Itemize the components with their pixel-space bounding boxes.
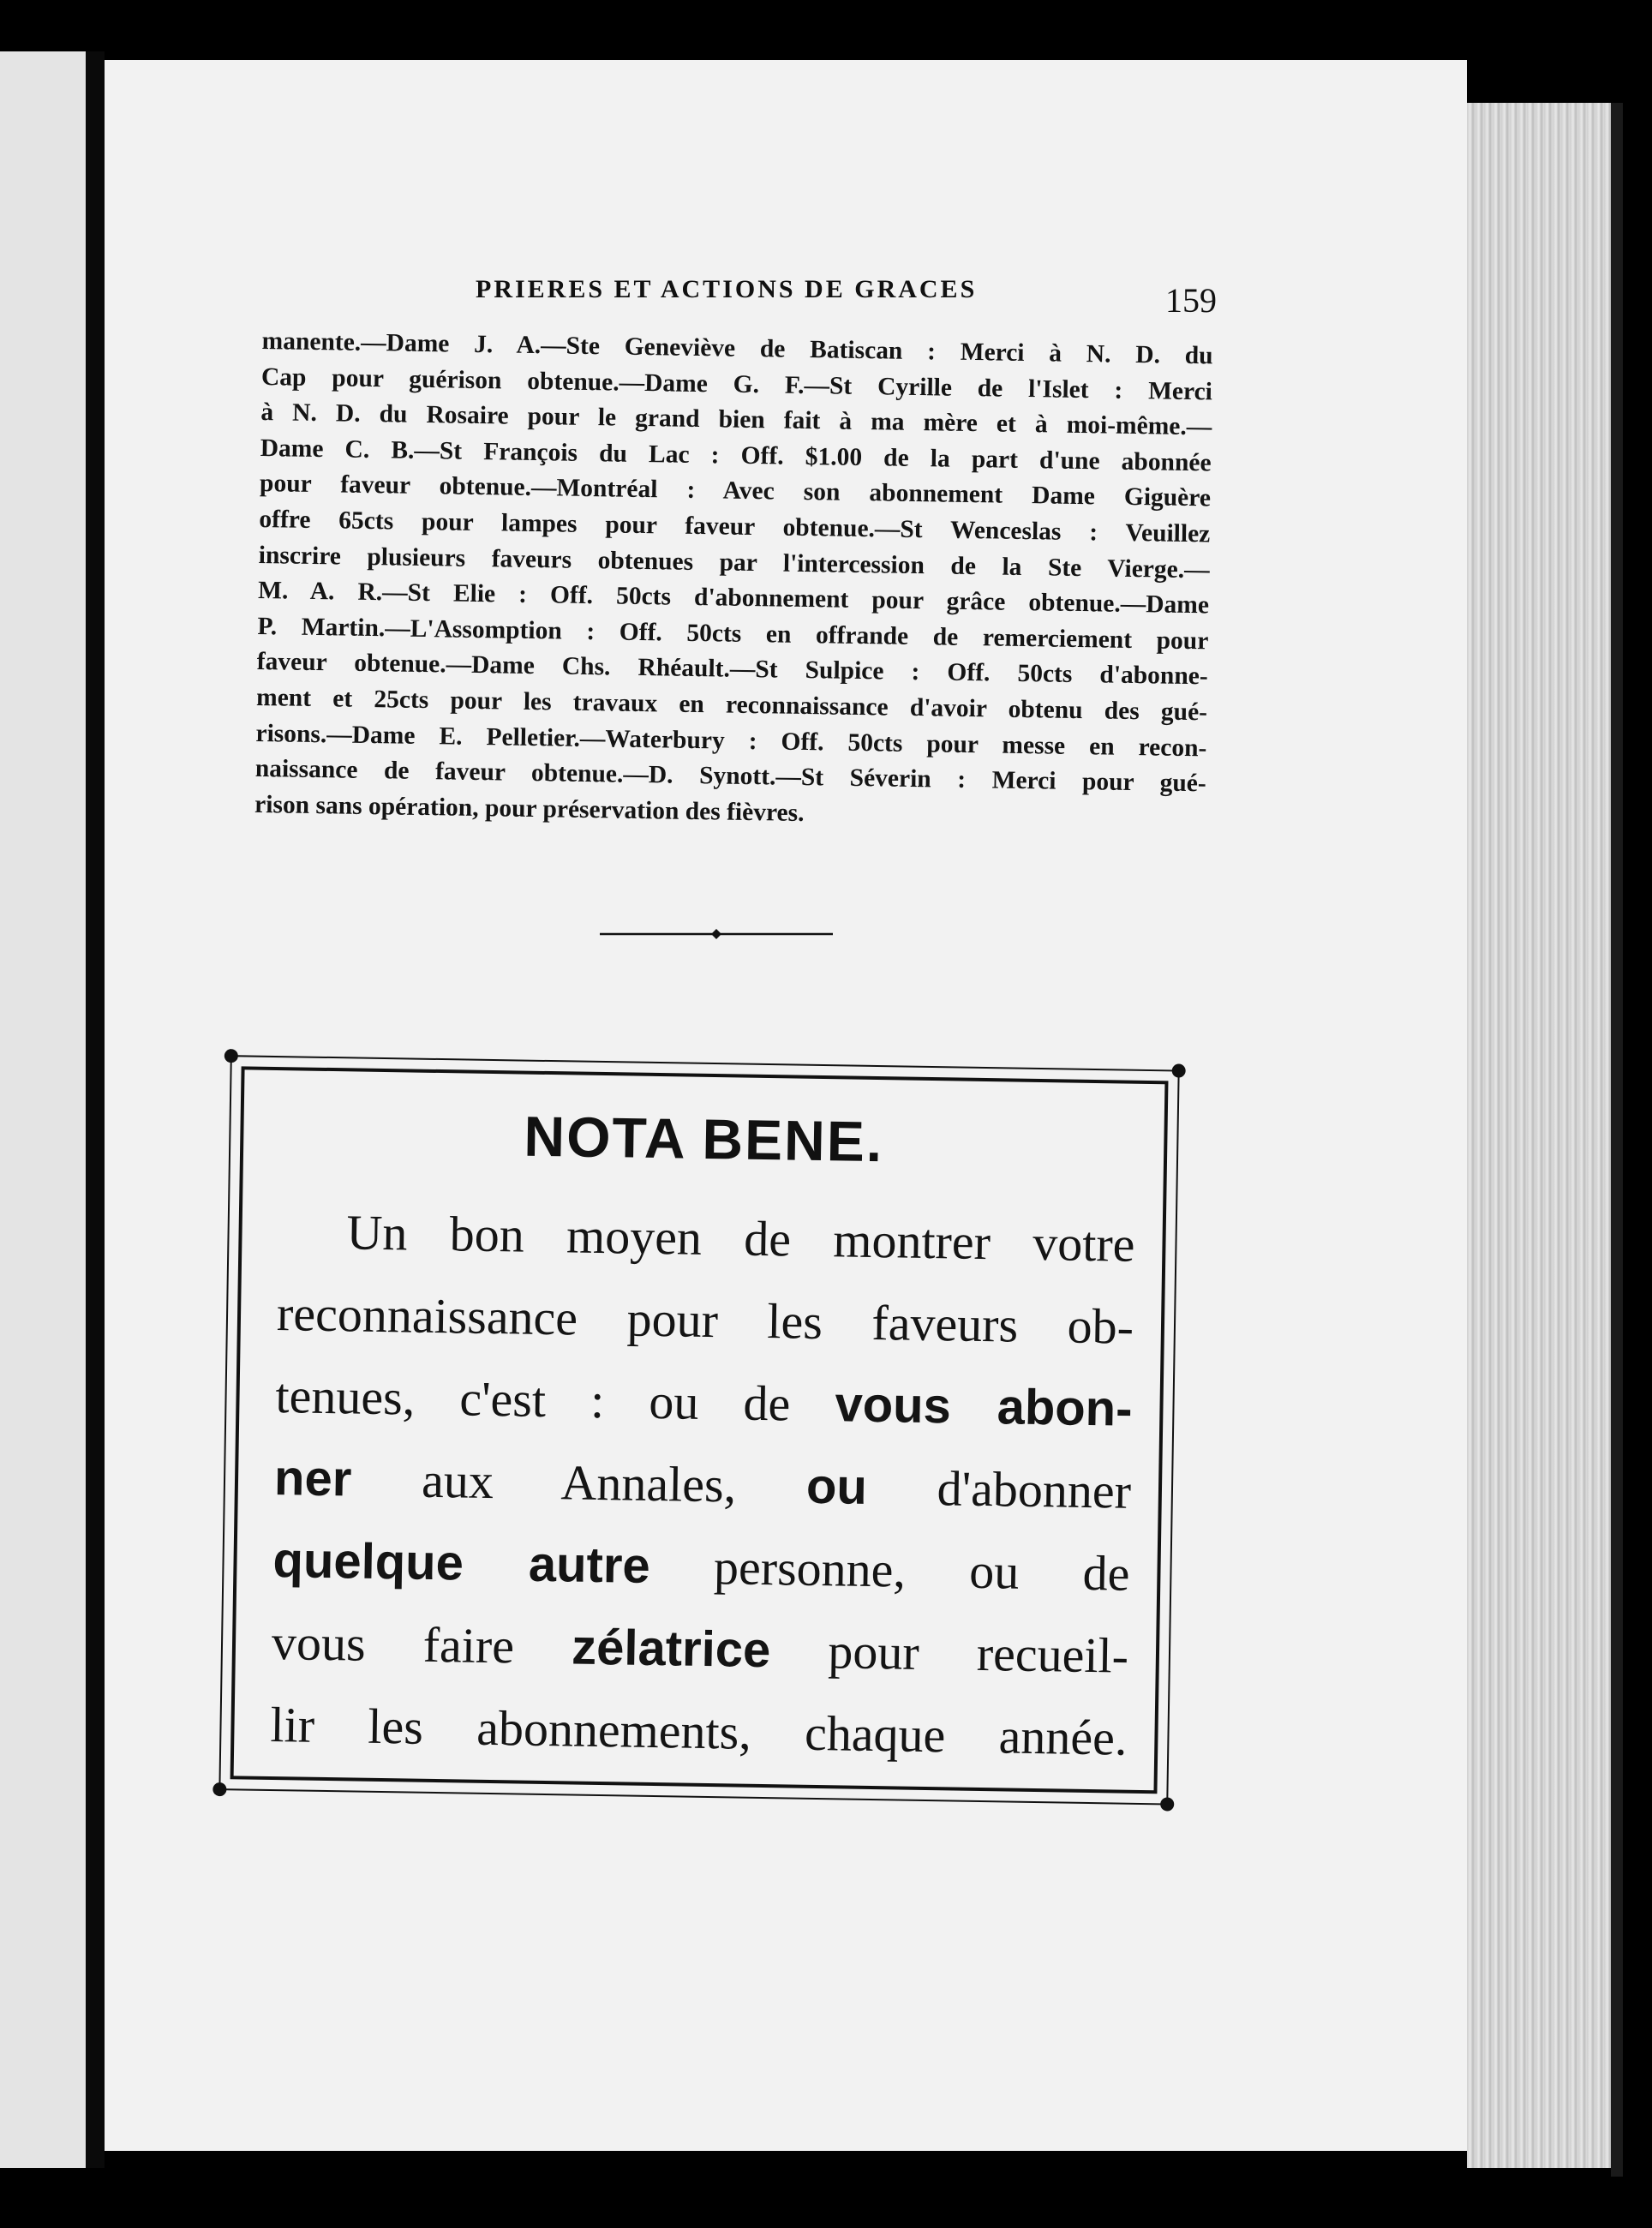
text-line: Cap pour guérison obtenue.—Dame G. F.—St Cyrille de l'Islet : Merci <box>260 362 1213 406</box>
notice-line: reconnaissance pour les faveurs ob- <box>276 1285 1134 1355</box>
book-gutter <box>86 51 105 2168</box>
notice-title: NOTA BENE. <box>523 1104 884 1174</box>
text-line: offre 65cts pour lampes pour faveur obtenue.—St Wenceslas : Veuillez <box>259 505 1211 548</box>
notice-line: ner aux Annales, ou d'abonner <box>273 1450 1132 1519</box>
notice-line: tenues, c'est : ou de vous abon- <box>275 1368 1133 1437</box>
text-line: ment et 25cts pour les travaux en reconnaissance d'avoir obtenu des gué- <box>255 683 1208 727</box>
nota-bene-box <box>209 1045 1189 1815</box>
notice-body <box>270 1190 1135 1780</box>
notice-line: Un bon moyen de montrer votre <box>346 1204 1135 1273</box>
emphasis: vous abon- <box>834 1376 1133 1437</box>
emphasis: zélatrice <box>571 1619 771 1679</box>
thanksgiving-text <box>254 324 1213 838</box>
text-line: M. A. R.—St Elie : Off. 50cts d'abonnement pour grâce obtenue.—Dame <box>257 577 1210 620</box>
notice-line: quelque autre personne, ou de <box>272 1532 1130 1602</box>
page-header <box>368 261 1225 320</box>
text-line: faveur obtenue.—Dame Chs. Rhéault.—St Sulpice : Off. 50cts d'abonne- <box>256 648 1208 691</box>
emphasis: quelque autre <box>272 1532 651 1594</box>
cover-edge <box>1611 103 1623 2177</box>
text-line: risons.—Dame E. Pelletier.—Waterbury : Off. 50cts pour messe en recon- <box>255 719 1207 762</box>
section-divider <box>600 927 833 941</box>
running-head: PRIERES ET ACTIONS DE GRACES <box>476 275 978 303</box>
page-number: 159 <box>1165 281 1217 320</box>
text-line: à N. D. du Rosaire pour le grand bien fait à ma mère et à moi-même.— <box>260 398 1212 441</box>
notice-line: lir les abonnements, chaque année. <box>270 1697 1128 1766</box>
notice-line: vous faire zélatrice pour recueil- <box>271 1614 1129 1684</box>
page-edges <box>1467 103 1621 2168</box>
text-line: pour faveur obtenue.—Montréal : Avec son abonnement Dame Giguère <box>259 470 1212 512</box>
text-line: rison sans opération, pour préservation des fièvres. <box>254 790 805 827</box>
text-line: manente.—Dame J. A.—Ste Geneviève de Batiscan : Merci à N. D. du <box>261 326 1213 370</box>
text-line: naissance de faveur obtenue.—D. Synott.—St Séverin : Merci pour gué- <box>254 755 1206 798</box>
left-page-edge <box>0 51 86 2168</box>
text-line: inscrire plusieurs faveurs obtenues par l'intercession de la Ste Vierge.— <box>258 541 1210 584</box>
text-line: Dame C. B.—St François du Lac : Off. $1.00 de la part d'une abonnée <box>260 434 1212 477</box>
emphasis: ou <box>805 1458 868 1515</box>
emphasis: ner <box>273 1450 352 1507</box>
text-line: P. Martin.—L'Assomption : Off. 50cts en offrande de remerciement pour <box>257 612 1209 656</box>
